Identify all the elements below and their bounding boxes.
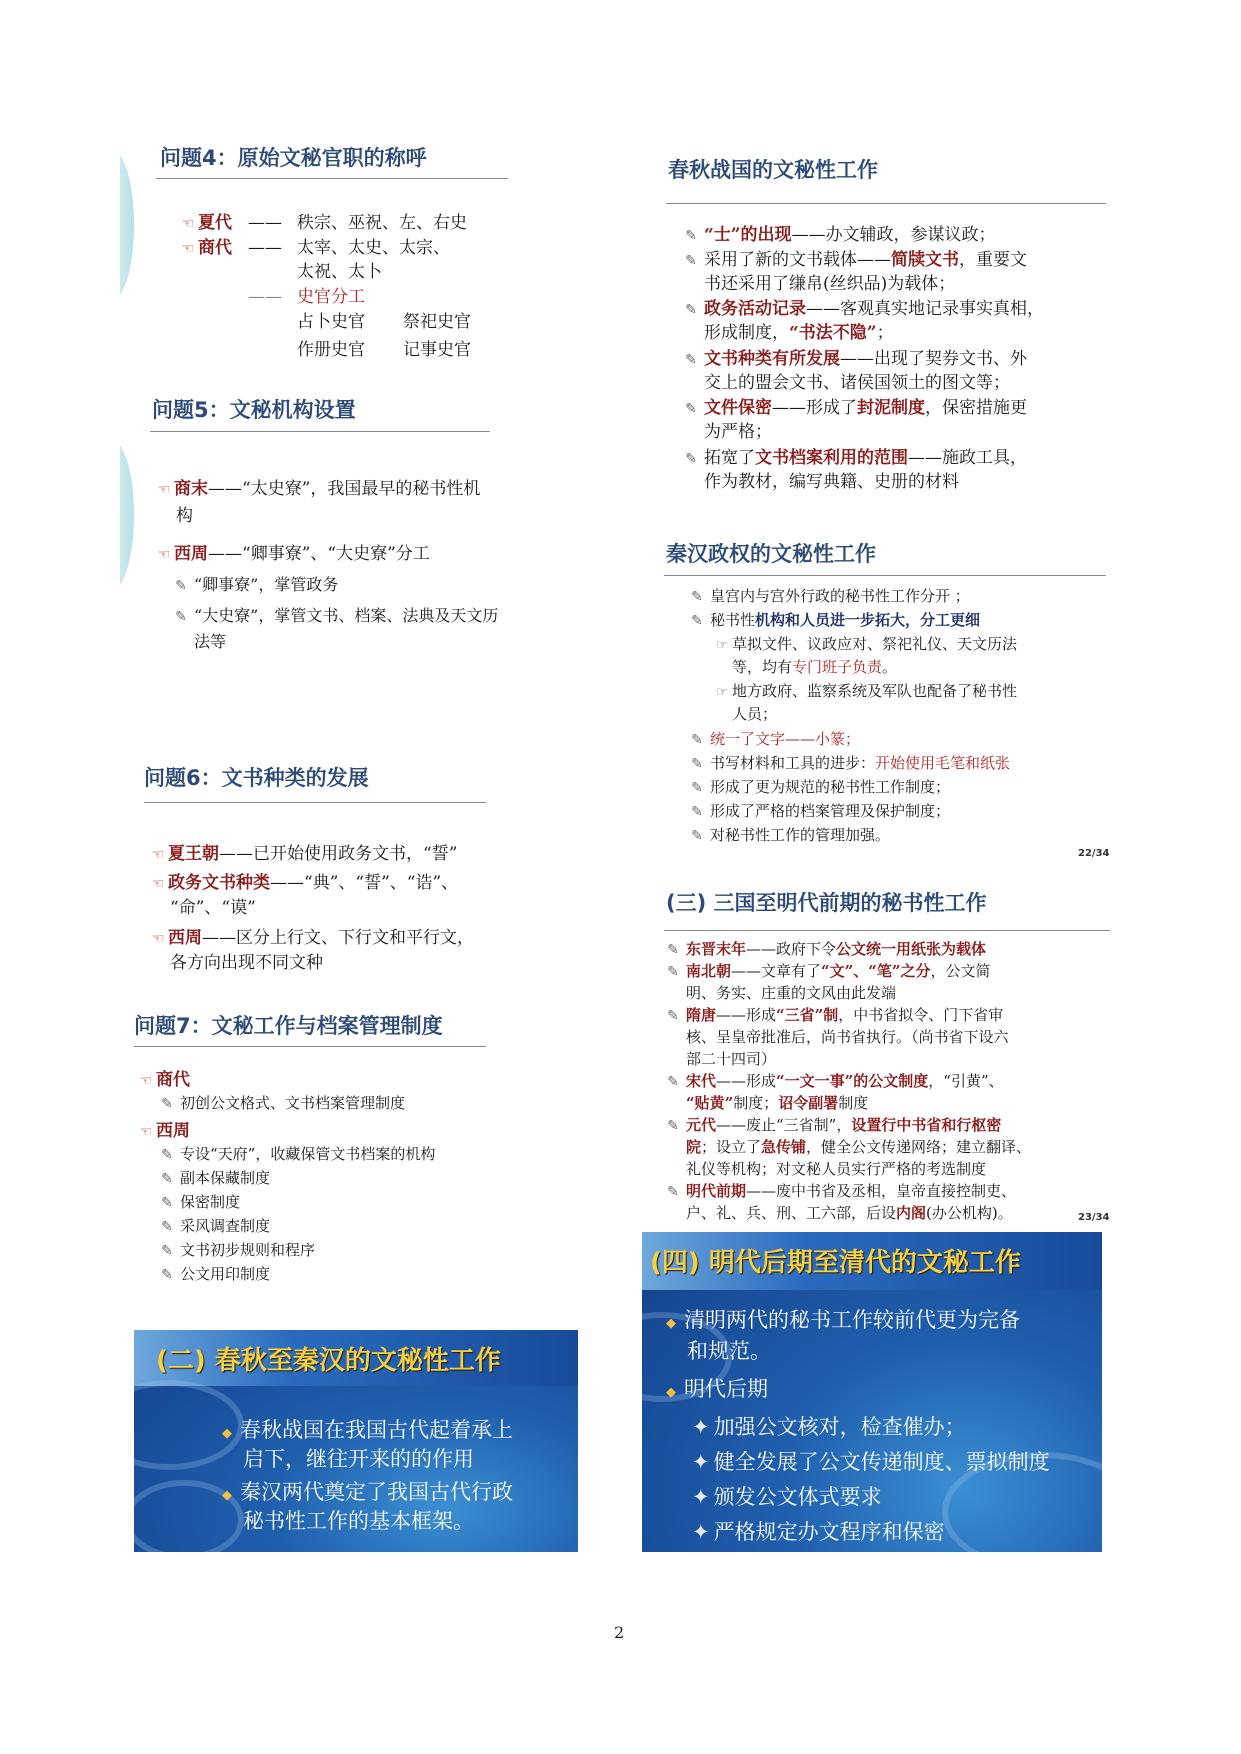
pen-icon: ✎: [685, 401, 697, 417]
q7-item: ✎ 保密制度: [160, 1191, 240, 1215]
sg-item: ✎ 隋唐——形成“三省”制，中书省拟令、门下省审: [666, 1004, 1003, 1028]
cq-item: ✎ 文件保密——形成了封泥制度，保密措施更: [684, 395, 1027, 422]
bullet: ◆ 秦汉两代奠定了我国古代行政: [222, 1480, 513, 1504]
q7-item: ✎ 初创公文格式、文书档案管理制度: [160, 1092, 405, 1116]
q5-line: ✎ “卿事寮”，掌管政务: [174, 572, 338, 599]
star-icon: ✦: [692, 1450, 710, 1474]
star-icon: ✦: [692, 1415, 710, 1439]
slide-q7: [120, 1010, 540, 1310]
qh-item: ✎ 书写材料和工具的进步：开始使用毛笔和纸张: [690, 752, 1010, 776]
slide-title: 秦汉政权的文秘性工作: [666, 542, 876, 566]
slide-title: (三) 三国至明代前期的秘书性工作: [666, 891, 987, 915]
pen-icon: ✎: [161, 1219, 173, 1235]
pen-icon: ✎: [161, 1267, 173, 1283]
pen-icon: ✎: [161, 1171, 173, 1187]
q5-line: ☜ 商末——“太史寮”，我国最早的秘书性机: [156, 476, 480, 503]
hand-icon: ☜: [181, 216, 195, 232]
q4-office: 记事史官: [403, 340, 471, 360]
pointer-icon: ☞: [716, 685, 728, 700]
q6-line: ☜ 政务文书种类——“典”、“誓”、“诰”、: [150, 870, 458, 897]
bullet-icon: ◆: [222, 1488, 232, 1503]
sg-item: ✎ 明代前期——废中书省及丞相，皇帝直接控制吏、: [666, 1180, 1016, 1204]
slide-q6: [120, 670, 540, 990]
pen-icon: ✎: [161, 1096, 173, 1112]
q7-item: ✎ 采风调查制度: [160, 1215, 270, 1239]
q4-office: 祭祀史官: [403, 312, 471, 332]
slide-title: 问题5：文秘机构设置: [152, 398, 356, 422]
q5-line: 法等: [194, 632, 227, 651]
decor-swoosh: [120, 150, 134, 300]
bullet-icon: ◆: [222, 1426, 232, 1441]
pen-icon: ✎: [685, 228, 697, 244]
q4-office: 作册史官: [297, 340, 365, 360]
star-icon: ✦: [692, 1485, 710, 1509]
hand-icon: ☜: [151, 876, 165, 892]
pen-icon: ✎: [685, 451, 697, 467]
q4-dash: ——: [248, 213, 282, 233]
pen-icon: ✎: [691, 780, 703, 796]
pen-icon: ✎: [161, 1195, 173, 1211]
q7-item: ✎ 公文用印制度: [160, 1263, 270, 1287]
hand-icon: ☜: [139, 1124, 153, 1140]
page-number: 2: [614, 1623, 625, 1642]
qh-item: ✎ 形成了严格的档案管理及保护制度；: [690, 800, 950, 824]
slide-page-number: 22/34: [1078, 848, 1110, 859]
title-rule: [150, 431, 490, 432]
pen-icon: ✎: [691, 804, 703, 820]
q6-line: ☜ 西周——区分上行文、下行文和平行文，: [150, 925, 474, 952]
bullet-cont: 和规范。: [687, 1339, 771, 1363]
title-rule: [144, 802, 486, 803]
qh-item: ✎ 皇宫内与宫外行政的秘书性工作分开 ；: [690, 585, 970, 609]
cq-item: ✎ 采用了新的文书载体——简牍文书，重要文: [684, 247, 1027, 274]
pen-icon: ✎: [667, 1074, 679, 1090]
cq-item: 作为教材，编写典籍、史册的材料: [704, 472, 959, 492]
cq-item: ✎ 政务活动记录——客观真实地记录事实真相，: [684, 296, 1044, 323]
q6-line: 各方向出现不同文种: [170, 953, 323, 973]
hand-icon: ☜: [139, 1073, 153, 1089]
title-rule: [156, 178, 508, 179]
slide-title: 问题6：文书种类的发展: [144, 766, 369, 790]
title-rule: [134, 1046, 486, 1047]
qh-sub: 等，均有专门班子负责。: [732, 658, 898, 676]
bullet-icon: ◆: [666, 1316, 676, 1331]
cq-item: ✎ 文书种类有所发展——出现了契券文书、外: [684, 346, 1027, 373]
pen-icon: ✎: [175, 609, 187, 625]
slide-blue-ming-qing: [642, 1232, 1102, 1552]
q4-xia-label: ☜ 夏代: [180, 210, 232, 237]
pen-icon: ✎: [667, 942, 679, 958]
slide-sanguo: [660, 880, 1115, 1225]
hand-icon: ☜: [157, 547, 171, 563]
slide-title: (四) 明代后期至清代的文秘工作: [650, 1248, 1021, 1278]
sub-bullet: ✦ 严格规定办文程序和保密: [692, 1520, 945, 1544]
star-icon: ✦: [692, 1520, 710, 1544]
pen-icon: ✎: [691, 756, 703, 772]
qh-item: ✎ 统一了文字——小篆；: [690, 728, 860, 752]
cq-item: ✎ “士”的出现——办文辅政，参谋议政；: [684, 222, 996, 249]
qh-sub: ☞ 地方政府、监察系统及军队也配备了秘书性: [716, 680, 1017, 704]
sg-item: 部二十四司）: [686, 1050, 777, 1068]
pen-icon: ✎: [161, 1243, 173, 1259]
q5-line: ☜ 西周——“卿事寮”、“大史寮”分工: [156, 541, 430, 568]
q7-item: ✎ 副本保藏制度: [160, 1167, 270, 1191]
qh-item: ✎ 对秘书性工作的管理加强。: [690, 824, 890, 848]
cq-item: ✎ 拓宽了文书档案利用的范围——施政工具，: [684, 445, 1027, 472]
slide-qinhan: [660, 525, 1115, 865]
pen-icon: ✎: [175, 578, 187, 594]
hand-icon: ☜: [151, 847, 165, 863]
hand-icon: ☜: [151, 931, 165, 947]
cq-item: 形成制度，“书法不隐”；: [704, 323, 894, 343]
q4-shang-value: 太祝、太卜: [297, 262, 382, 282]
sg-item: 户、礼、兵、刑、工六部，后设内阁(办公机构)。: [686, 1204, 1013, 1222]
q5-line: 构: [176, 506, 193, 526]
decor-swoosh: [120, 440, 134, 590]
sub-bullet: ✦ 健全发展了公文传递制度、票拟制度: [692, 1450, 1050, 1474]
slide-chunqiu: [660, 140, 1115, 510]
pen-icon: ✎: [667, 1008, 679, 1024]
pen-icon: ✎: [685, 352, 697, 368]
slide-title: (二) 春秋至秦汉的文秘性工作: [156, 1346, 501, 1376]
pen-icon: ✎: [667, 964, 679, 980]
q7-item: ✎ 文书初步规则和程序: [160, 1239, 315, 1263]
slide-blue-chunqiu-qinhan: [134, 1330, 578, 1552]
qh-item: ✎ 秘书性机构和人员进一步拓大，分工更细: [690, 609, 980, 633]
q4-office: 占卜史官: [297, 312, 365, 332]
hand-icon: ☜: [181, 241, 195, 257]
slide-title: 春秋战国的文秘性工作: [668, 158, 878, 182]
pen-icon: ✎: [685, 302, 697, 318]
sg-item: 礼仪等机构；对文秘人员实行严格的考选制度: [686, 1160, 987, 1178]
slide-q5: [120, 380, 540, 680]
bullet: ◆ 春秋战国在我国古代起着承上: [222, 1418, 513, 1442]
slide-page-number: 23/34: [1078, 1212, 1110, 1223]
sg-item: ✎ 宋代——形成“一文一事”的公文制度，“引黄”、: [666, 1070, 1004, 1094]
q4-fengong: 史官分工: [297, 287, 365, 307]
qh-item: ✎ 形成了更为规范的秘书性工作制度；: [690, 776, 950, 800]
q4-dash: ——: [248, 287, 282, 307]
pen-icon: ✎: [667, 1184, 679, 1200]
bullet-cont: 启下，继往开来的的作用: [243, 1447, 474, 1471]
qh-sub: 人员；: [732, 705, 778, 723]
bullet: ◆ 明代后期: [666, 1377, 768, 1401]
pointer-icon: ☞: [716, 638, 728, 653]
slide-title: 问题4：原始文秘官职的称呼: [160, 146, 427, 170]
cq-item: 为严格；: [704, 422, 772, 442]
cq-item: 交上的盟会文书、诸侯国领土的图文等；: [704, 373, 1010, 393]
q7-shang: ☜ 商代: [138, 1067, 190, 1094]
pen-icon: ✎: [691, 613, 703, 629]
cq-item: 书还采用了缣帛(丝织品)为载体；: [704, 274, 956, 294]
q4-xia-value: 秩宗、巫祝、左、右史: [297, 213, 467, 233]
pen-icon: ✎: [691, 589, 703, 605]
q4-shang-value: 太宰、太史、太宗、: [297, 238, 450, 258]
title-rule: [666, 203, 1106, 204]
q4-shang-label: ☜ 商代: [180, 235, 232, 262]
bullet: ◆ 清明两代的秘书工作较前代更为完备: [666, 1308, 1020, 1332]
q4-dash: ——: [248, 238, 282, 258]
sg-item: 明、务实、庄重的文风由此发端: [686, 984, 897, 1002]
sub-bullet: ✦ 加强公文核对，检查催办；: [692, 1415, 966, 1439]
slide-q4: [120, 130, 540, 370]
bullet-icon: ◆: [666, 1385, 676, 1400]
sg-item: 核、呈皇帝批准后，尚书省执行。（尚书省下设六: [686, 1028, 1009, 1046]
hand-icon: ☜: [157, 482, 171, 498]
sg-item: “贴黄”制度；诏令副署制度: [686, 1094, 869, 1112]
bullet-cont: 秘书性工作的基本框架。: [243, 1509, 474, 1533]
pen-icon: ✎: [691, 732, 703, 748]
sg-item: ✎ 元代——废止“三省制”，设置行中书省和行枢密: [666, 1114, 1001, 1138]
q6-line: “命”、“谟”: [170, 898, 256, 918]
qh-sub: ☞ 草拟文件、议政应对、祭祀礼仪、天文历法: [716, 633, 1017, 657]
pen-icon: ✎: [685, 253, 697, 269]
title-rule: [664, 930, 1110, 931]
title-rule: [664, 575, 1106, 576]
pen-icon: ✎: [691, 828, 703, 844]
q7-zhou: ☜ 西周: [138, 1118, 190, 1145]
pen-icon: ✎: [161, 1147, 173, 1163]
slide-title: 问题7：文秘工作与档案管理制度: [134, 1014, 443, 1038]
pen-icon: ✎: [667, 1118, 679, 1134]
q7-item: ✎ 专设“天府”，收藏保管文书档案的机构: [160, 1143, 435, 1167]
q6-line: ☜ 夏王朝——已开始使用政务文书，“誓”: [150, 841, 457, 868]
sub-bullet: ✦ 颁发公文体式要求: [692, 1485, 882, 1509]
q5-line: ✎ “大史寮”，掌管文书、档案、法典及天文历: [174, 603, 498, 630]
sg-item: ✎ 东晋末年——政府下令公文统一用纸张为载体: [666, 938, 986, 962]
sg-item: ✎ 南北朝——文章有了“文”、“笔”之分，公文简: [666, 960, 991, 984]
sg-item: 院；设立了急传铺，健全公文传递网络；建立翻译、: [686, 1138, 1032, 1156]
